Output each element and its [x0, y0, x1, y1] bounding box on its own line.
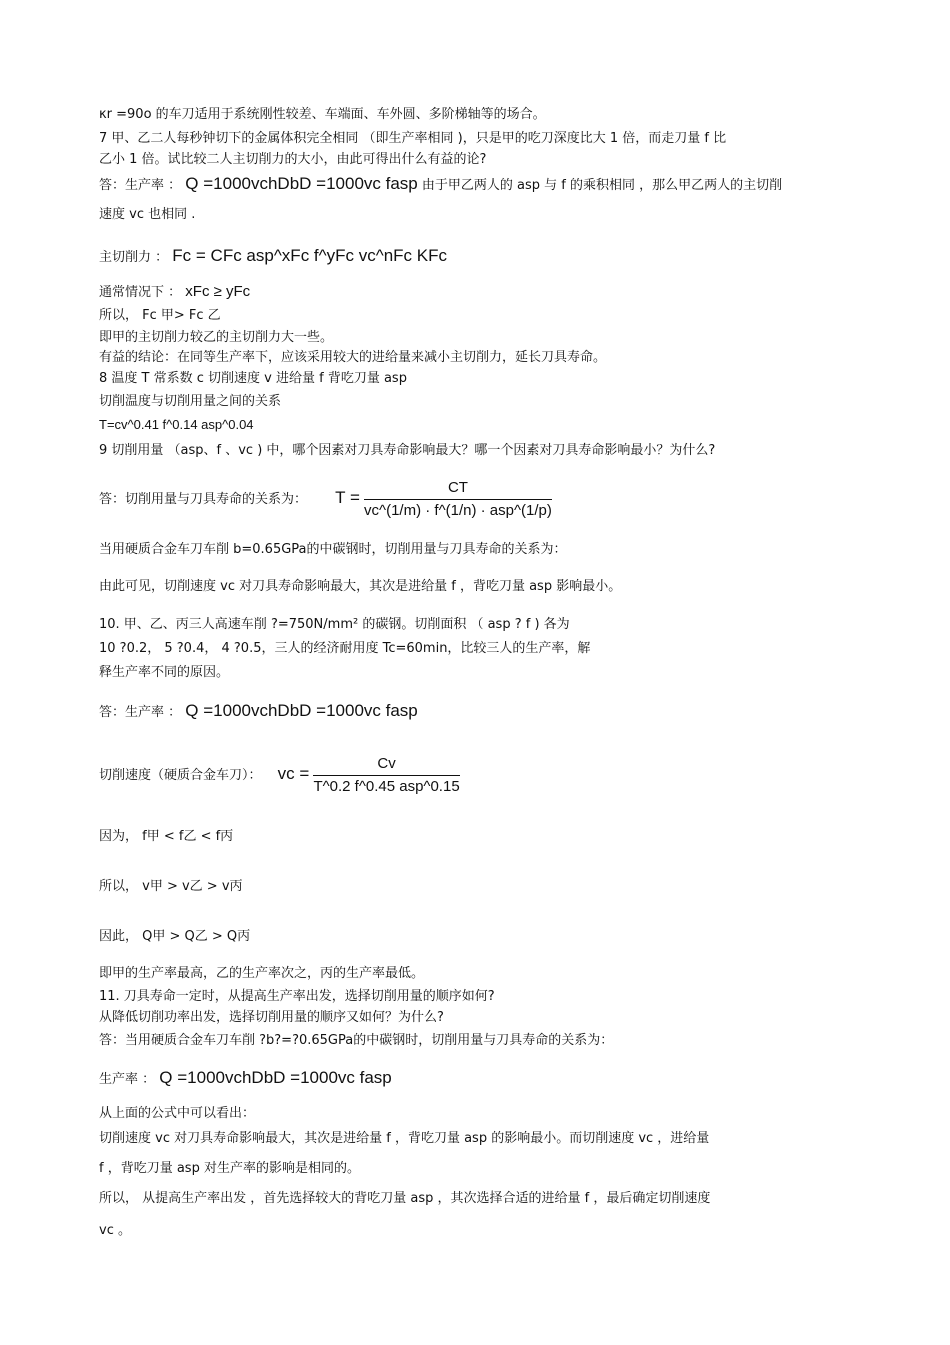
question-11-line-2: 从降低切削功率出发，选择切削用量的顺序又如何？为什么? [99, 1010, 444, 1025]
text-line: f ，背吃刀量 asp 对生产率的影响是相同的。 [99, 1161, 360, 1176]
productivity-formula: Q =1000vchDbD =1000vc fasp [185, 701, 418, 720]
cutting-speed-relation [99, 744, 460, 806]
text-line: 因为， f甲 < f乙 < f丙 [99, 829, 234, 844]
answer-text: 由于甲乙两人的 asp 与 f 的乘积相同 ，那么甲乙两人的主切削 [421, 178, 783, 193]
usual-case-label: 通常情况下 ： [99, 285, 182, 300]
fraction-denominator: T^0.2 f^0.45 asp^0.15 [313, 778, 460, 795]
speed-symbol: vc = [277, 764, 310, 783]
text-line: 有益的结论：在同等生产率下，应该采用较大的进给量来减小主切削力，延长刀具寿命。 [99, 350, 607, 365]
fraction-denominator: vc^(1/m) · f^(1/n) · asp^(1/p) [364, 502, 552, 519]
main-cutting-force [99, 247, 447, 267]
tool-life-fraction [364, 479, 552, 520]
answer-10-productivity [99, 702, 418, 722]
text-line: κr =90o 的车刀适用于系统刚性较差、车端面、车外圆、多阶梯轴等的场合。 [99, 107, 546, 122]
answer-label: 答：生产率 ： [99, 705, 182, 720]
answer-7-speed: 速度 vc 也相同 . [99, 207, 196, 222]
relation-label: 答：切削用量与刀具寿命的关系为： [99, 492, 308, 507]
text-line: 所以， 从提高生产率出发 ，首先选择较大的背吃刀量 asp ，其次选择合适的进给量 f ，最后确定切削速度 [99, 1191, 711, 1206]
answer-11: 答：当用硬质合金车刀车削 ?b?=?0.65GPa的中碳钢时，切削用量与刀具寿命的关系为： [99, 1033, 614, 1048]
text-line: 切削温度与切削用量之间的关系 [99, 394, 282, 409]
text-line: 当用硬质合金车刀车削 b=0.65GPa的中碳钢时，切削用量与刀具寿命的关系为： [99, 542, 567, 557]
cutting-force-formula: Fc = CFc asp^xFc f^yFc vc^nFc KFc [172, 246, 447, 265]
question-7-line-1: 7 甲、乙二人每秒钟切下的金属体积完全相同 （即生产率相同 )，只是甲的吃刀深度比大 1 倍，而走刀量 f 比 [99, 131, 727, 146]
fraction-numerator: CT [364, 479, 552, 500]
text-line: 所以， v甲 > v乙 > v丙 [99, 879, 243, 894]
force-label: 主切削力 ： [99, 250, 169, 265]
question-10-line-1: 10. 甲、乙、丙三人高速车削 ?=750N/mm² 的碳钢。切削面积 （ asp ? f ) 各为 [99, 617, 570, 632]
answer-label: 答：生产率 ： [99, 178, 182, 193]
text-line: 即甲的生产率最高，乙的生产率次之，丙的生产率最低。 [99, 966, 425, 981]
exponent-inequality: xFc ≥ yFc [185, 283, 251, 300]
fraction-numerator: Cv [313, 755, 459, 776]
answer-7-productivity [99, 175, 782, 195]
speed-label: 切削速度（硬质合金车刀）： [99, 768, 262, 783]
question-10-line-2: 10 ?0.2， 5 ?0.4， 4 ?0.5，三人的经济耐用度 Tc=60min，比较三人的生产率，解 [99, 641, 591, 656]
tool-life-relation [99, 468, 552, 530]
temperature-formula: T=cv^0.41 f^0.14 asp^0.04 [99, 417, 254, 432]
question-9: 9 切削用量 （asp、f 、vc ) 中，哪个因素对刀具寿命影响最大？哪一个因素对刀具寿命影响最小？为什么? [99, 443, 716, 458]
text-line: 由此可见，切削速度 vc 对刀具寿命影响最大，其次是进给量 f ，背吃刀量 asp 影响最小。 [99, 579, 622, 594]
productivity-formula: Q =1000vchDbD =1000vc fasp [185, 174, 418, 193]
text-line: 即甲的主切削力较乙的主切削力大一些。 [99, 330, 334, 345]
text-line: vc 。 [99, 1223, 131, 1238]
productivity-formula: Q =1000vchDbD =1000vc fasp [159, 1068, 392, 1087]
answer-label: 生产率 ： [99, 1072, 156, 1087]
question-8: 8 温度 T 常系数 c 切削速度 v 进给量 f 背吃刀量 asp [99, 371, 407, 386]
text-line: 所以， Fc 甲> Fc 乙 [99, 308, 221, 323]
text-line: 因此， Q甲 > Q乙 > Q丙 [99, 929, 251, 944]
question-11-line-1: 11. 刀具寿命一定时，从提高生产率出发，选择切削用量的顺序如何? [99, 989, 495, 1004]
question-7-line-2: 乙小 1 倍。试比较二人主切削力的大小，由此可得出什么有益的论? [99, 152, 487, 167]
tool-life-symbol: T = [335, 488, 360, 507]
usual-case [99, 283, 250, 302]
text-line: 切削速度 vc 对刀具寿命影响最大，其次是进给量 f ，背吃刀量 asp 的影响最小。而切削速度 vc ，进给量 [99, 1131, 710, 1146]
text-line: 从上面的公式中可以看出： [99, 1106, 256, 1121]
answer-11-productivity [99, 1069, 392, 1089]
question-10-line-3: 释生产率不同的原因。 [99, 665, 230, 680]
speed-fraction [313, 755, 459, 796]
